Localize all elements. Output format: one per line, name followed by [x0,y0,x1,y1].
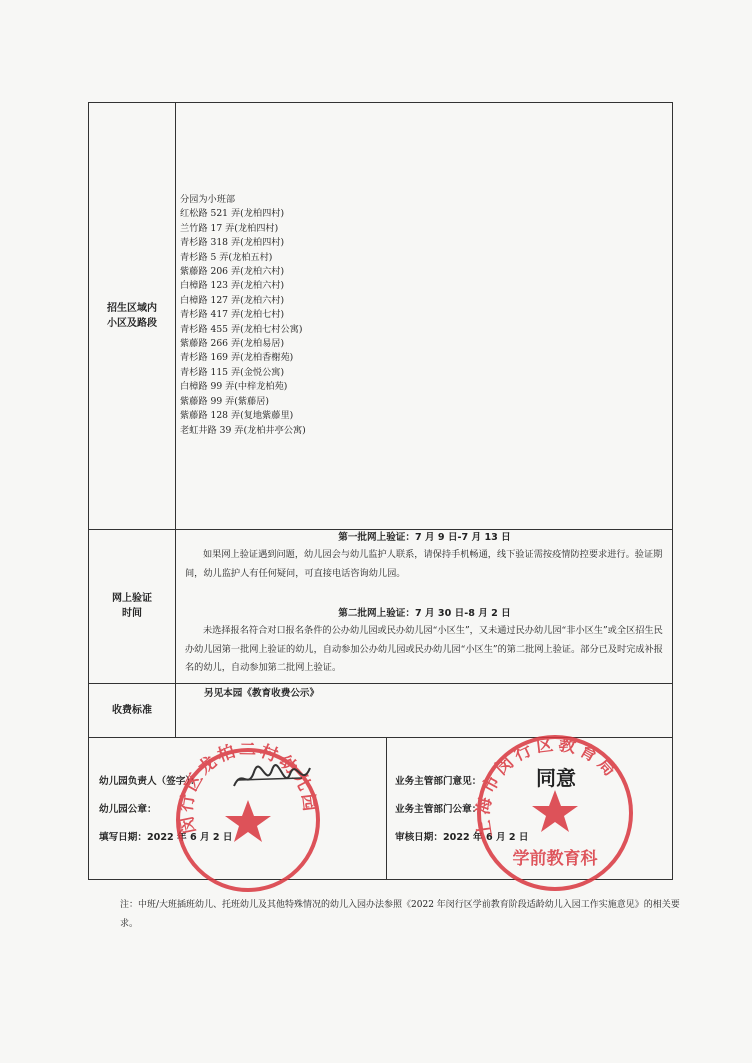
signature-scribble [232,760,312,796]
label-line: 小区及路段 [107,318,157,329]
dept-opinion-label: 业务主管部门意见： [395,776,482,787]
review-date: 审核日期：2022 年 6 月 2 日 [395,832,529,843]
kindergarten-seal-text: 闵行区龙柏二村幼儿园 [176,740,320,836]
address-item: 分园为小班部 [180,194,236,205]
batch1-title: 第一批网上验证：7 月 9 日-7 月 13 日 [338,532,511,543]
star-icon [225,800,271,842]
bureau-seal-stamp [470,728,640,898]
label-line: 时间 [122,608,142,619]
address-item: 老虹井路 39 弄(龙柏井亭公寓) [180,424,306,436]
address-item: 红松路 521 弄(龙柏四村) [180,208,285,220]
footnote: 注：中班/大班插班幼儿、托班幼儿及其他特殊情况的幼儿入园办法参照《2022 年闵行区学前教育阶段适龄幼儿入园工作实施意见》的相关要求。 [120,900,680,929]
bureau-seal-text: 上海市闵行区教育局 [473,734,623,839]
batch2-title: 第二批网上验证：7 月 30 日-8 月 2 日 [338,608,511,619]
batch1-text: 如果网上验证遇到问题，幼儿园会与幼儿监护人联系，请保持手机畅通，线下验证需按疫情防控要求进行。验证期间，幼儿监护人有任何疑问，可直接电话咨询幼儿园。 [185,549,663,579]
address-item: 紫藤路 206 弄(龙柏六村) [180,266,285,278]
fees-text: 另见本园《教育收费公示》 [204,688,320,699]
batch2-text: 未选择报名符合对口报名条件的公办幼儿园或民办幼儿园“小区生”，又未通过民办幼儿园“非小区生”或全区招生民办幼儿园第一批网上验证的幼儿，自动参加公办幼儿园或民办幼儿园“小区生”的第二批网上验证。部分已及时完成补报名的幼儿，自动参加第二批网上验证。 [185,625,663,673]
dept-seal-label: 业务主管部门公章： [395,804,482,815]
label-column-divider [175,103,176,737]
address-item: 青杉路 5 弄(龙柏五村) [180,251,273,263]
row-divider [89,683,672,684]
address-item: 青杉路 455 弄(龙柏七村公寓) [180,323,303,335]
address-item: 青杉路 169 弄(龙柏香榭苑) [180,352,294,364]
address-item: 白樟路 127 弄(龙柏六村) [180,294,285,306]
address-item: 紫藤路 99 弄(紫藤居) [180,395,270,407]
approval-text: 同意 [536,766,576,790]
kg-seal-label: 幼儿园公章： [99,804,157,815]
signature-column-divider [386,737,387,879]
fees-label: 收费标准 [112,705,152,716]
address-item: 青杉路 115 弄(金悦公寓) [180,366,285,378]
address-list [180,193,306,438]
verification-label [89,591,175,621]
label-line: 招生区域内 [107,303,157,314]
address-item: 青杉路 417 弄(龙柏七村) [180,309,285,321]
bureau-seal-bottom: 学前教育科 [512,849,598,869]
enrollment-area-label [89,301,175,331]
kg-head-label: 幼儿园负责人（签字）： [99,776,200,787]
star-icon [532,790,578,832]
address-item: 兰竹路 17 弄(龙柏四村) [180,222,279,234]
fill-date: 填写日期：2022 年 6 月 2 日 [99,832,233,843]
address-item: 青杉路 318 弄(龙柏四村) [180,237,285,249]
address-item: 紫藤路 128 弄(复地紫藤里) [180,410,294,422]
address-item: 白樟路 99 弄(中梓龙柏苑) [180,381,288,393]
address-item: 紫藤路 266 弄(龙柏易居) [180,338,285,350]
address-item: 白樟路 123 弄(龙柏六村) [180,280,285,292]
label-line: 网上验证 [112,593,152,604]
